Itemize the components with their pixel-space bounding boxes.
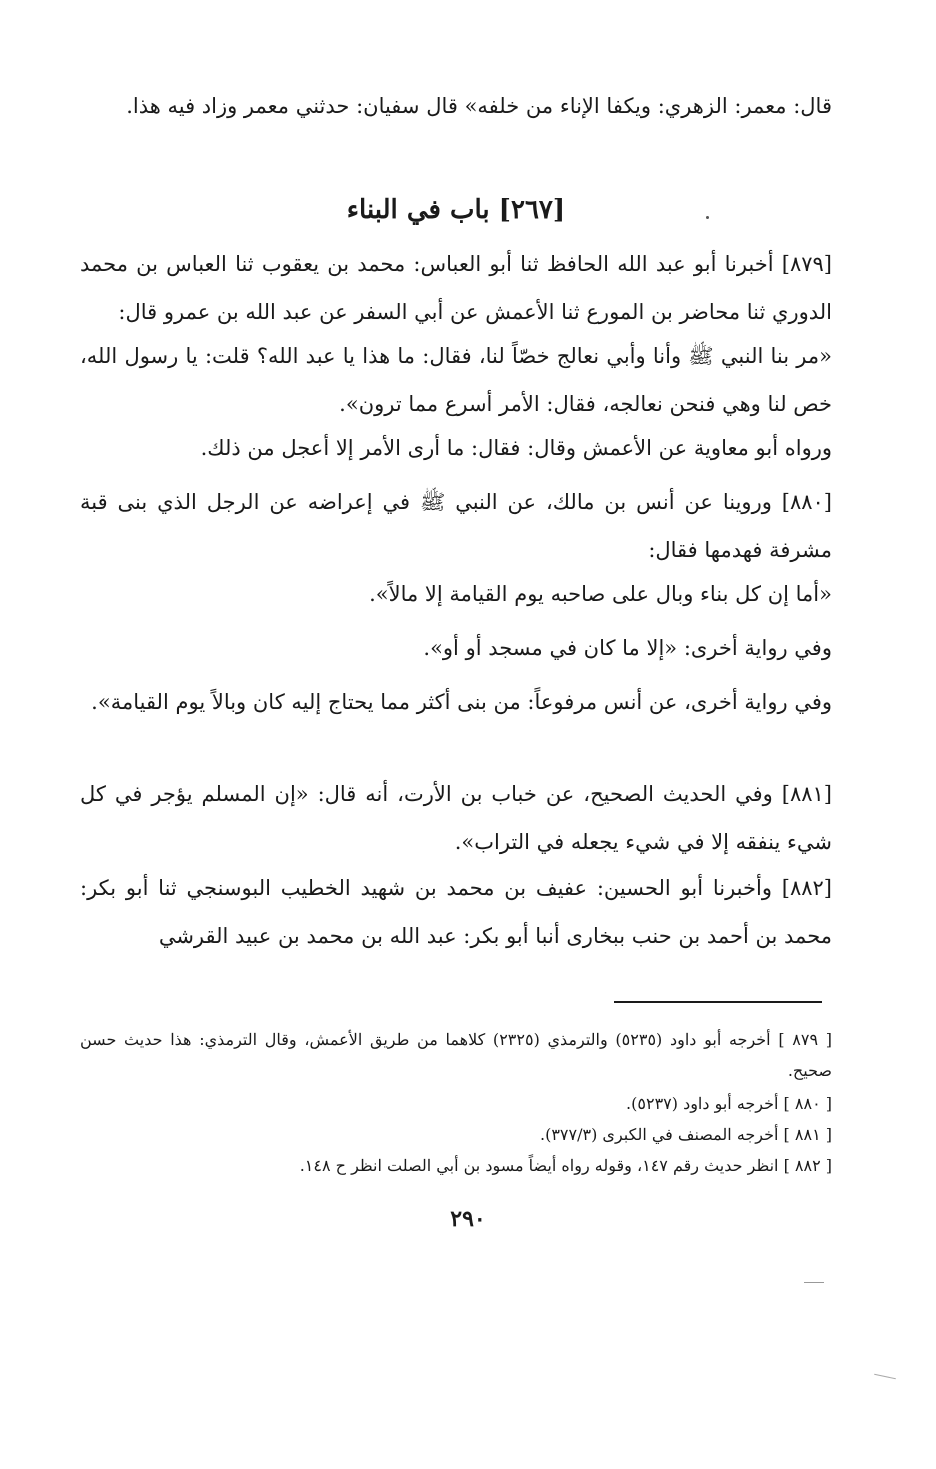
continuation-text: قال: معمر: الزهري: ويكفا الإناء من خلفه» قال سفيان: حدثني معمر وزاد فيه هذا. [126,94,832,118]
hadith-880-isnad: [٨٨٠] وروينا عن أنس بن مالك، عن النبي ﷺ في إعراضه عن الرجل الذي بنى قبة مشرفة فهدمها فقال: [80,490,832,562]
footnote-881: [ ٨٨١ ] أخرجه المصنف في الكبرى (٣٧٧/٣). [540,1125,832,1144]
chapter-heading: [٢٦٧] باب في البناء [346,195,566,225]
hadith-880-matn: «أما إن كل بناء وبال على صاحبه يوم القيامة إلا مالاً». [369,582,832,606]
scan-speck [706,216,709,219]
hadith-879-matn: «مر بنا النبي ﷺ وأنا وأبي نعالج خصّاً لنا، فقال: ما هذا يا عبد الله؟ قلت: يا رسول الله، خص لنا وهي فنحن نعالجه، فقال: الأمر أسرع مما ترون». [80,344,832,416]
footnote-separator [614,1001,822,1003]
hadith-882-isnad: [٨٨٢] وأخبرنا أبو الحسين: عفيف بن محمد بن شهيد الخطيب البوسنجي ثنا أبو بكر: محمد بن أحمد بن حنب ببخارى أنبا أبو بكر: عبد الله بن محمد بن عبيد القرشي [80,876,832,948]
footnote-882: [ ٨٨٢ ] انظر حديث رقم ١٤٧، وقوله رواه أيضاً مسود بن أبي الصلت انظر ح ١٤٨. [299,1156,832,1175]
hadith-880-narration-3: وفي رواية أخرى، عن أنس مرفوعاً: من بنى أكثر مما يحتاج إليه كان وبالاً يوم القيامة». [91,690,832,714]
hadith-880-narration-2: وفي رواية أخرى: «إلا ما كان في مسجد أو أو». [423,636,832,660]
hadith-881: [٨٨١] وفي الحديث الصحيح، عن خباب بن الأرت، أنه قال: «إن المسلم يؤجر في كل شيء ينفقه إلا في شيء يجعله في التراب». [80,782,832,854]
page-number: ٢٩٠ [450,1206,486,1232]
scan-mark [804,1282,824,1283]
scan-mark [874,1374,896,1380]
footnote-880: [ ٨٨٠ ] أخرجه أبو داود (٥٢٣٧). [626,1094,832,1113]
footnote-879: [ ٨٧٩ ] أخرجه أبو داود (٥٢٣٥) والترمذي (٢٣٢٥) كلاهما من طريق الأعمش، وقال الترمذي: هذا حديث حسن صحيح. [80,1030,833,1080]
hadith-879-alt-narration: ورواه أبو معاوية عن الأعمش وقال: فقال: ما أرى الأمر إلا أعجل من ذلك. [200,436,832,460]
hadith-879-isnad: [٨٧٩] أخبرنا أبو عبد الله الحافظ ثنا أبو العباس: محمد بن يعقوب ثنا العباس بن محمد الدوري ثنا محاضر بن المورع ثنا الأعمش عن أبي السفر عن عبد الله بن عمرو قال: [80,252,832,324]
